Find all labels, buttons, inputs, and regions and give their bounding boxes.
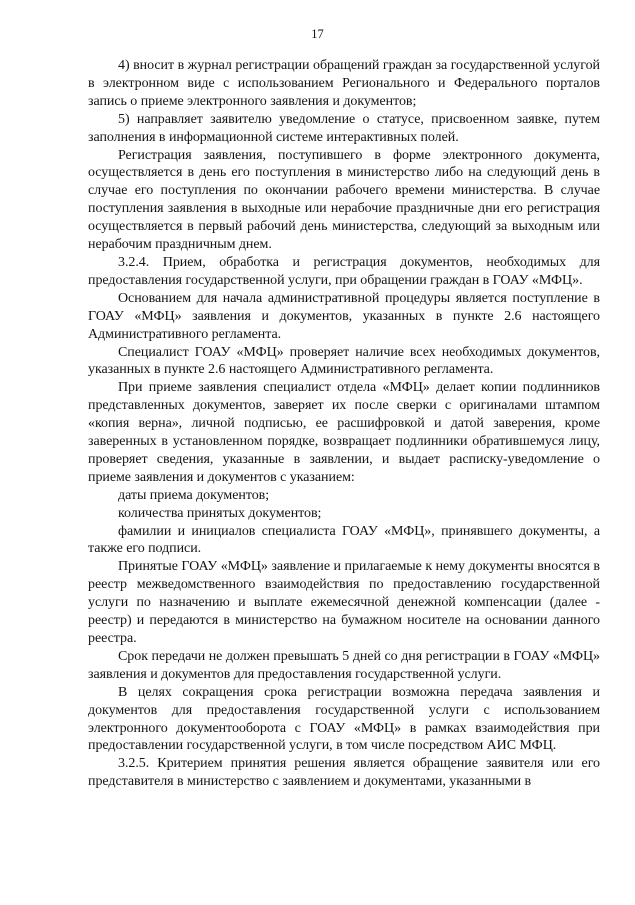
list-item-reception-date: даты приема документов; xyxy=(118,487,270,503)
section-3-2-4-heading: 3.2.4. Прием, обработка и регистрация документов, необходимых для предоставления государственной услуги, при обращении граждан в ГОАУ «МФЦ». xyxy=(88,254,600,288)
paragraph-specialist-check: Специалист ГОАУ «МФЦ» проверяет наличие всех необходимых документов, указанных в пункте 2.6 настоящего Административного регламента. xyxy=(88,344,600,378)
document-body xyxy=(88,57,600,791)
list-item-document-count: количества принятых документов; xyxy=(118,505,322,521)
page-number: 17 xyxy=(311,27,324,41)
paragraph-electronic-registration: Регистрация заявления, поступившего в форме электронного документа, осуществляется в день его поступления в министерство либо на следующий день в случае его поступления по окончании рабочего времени министерства. В случае поступления заявления в выходные или нерабочие праздничные дни его регистрация осуществляется в первый рабочий день министерства, следующий за выходным или нерабочим праздничным днем. xyxy=(88,147,600,253)
paragraph-item-4: 4) вносит в журнал регистрации обращений граждан за государственной услугой в электронном виде с использованием Регионального и Федерального порталов запись о приеме электронного заявления и документов; xyxy=(88,58,600,109)
list-item-specialist-name: фамилии и инициалов специалиста ГОАУ «МФЦ», принявшего документы, а также его подписи. xyxy=(88,523,600,557)
paragraph-transfer-deadline: Срок передачи не должен превышать 5 дней со дня регистрации в ГОАУ «МФЦ» заявления и документов для предоставления государственной услуги. xyxy=(88,648,600,682)
paragraph-application-reception: При приеме заявления специалист отдела «МФЦ» делает копии подлинников представленных документов, заверяет их после сверки с оригиналами штампом «копия верна», личной подписью, ее расшифровкой и датой заверения, кроме заверенных в установленном порядке, возвращает подлинники обратившемуся лицу, проверяет сведения, указанные в заявлении, и выдает расписку-уведомление о приеме заявления и документов с указанием: xyxy=(88,380,600,485)
section-3-2-5-text: 3.2.5. Критерием принятия решения является обращение заявителя или его представителя в министерство с заявлением и документами, указанными в xyxy=(88,756,600,790)
paragraph-item-5: 5) направляет заявителю уведомление о статусе, присвоенном заявке, путем заполнения в информационной системе интерактивных полей. xyxy=(88,111,600,145)
paragraph-procedure-basis: Основанием для начала административной процедуры является поступление в ГОАУ «МФЦ» заявления и документов, указанных в пункте 2.6 настоящего Административного регламента. xyxy=(88,290,600,342)
paragraph-registry-transfer: Принятые ГОАУ «МФЦ» заявление и прилагаемые к нему документы вносятся в реестр межведомственного взаимодействия по предоставлению государственной услуги по назначению и выплате ежемесячной денежной компенсации (далее - реестр) и передаются в министерство на бумажном носителе на основании данного реестра. xyxy=(88,559,600,646)
paragraph-electronic-workflow: В целях сокращения срока регистрации возможна передача заявления и документов для предоставления государственной услуги с использованием электронного документооборота с ГОАУ «МФЦ» в рамках взаимодействия при предоставлении государственной услуги, в том числе посредством АИС МФЦ. xyxy=(88,684,600,754)
